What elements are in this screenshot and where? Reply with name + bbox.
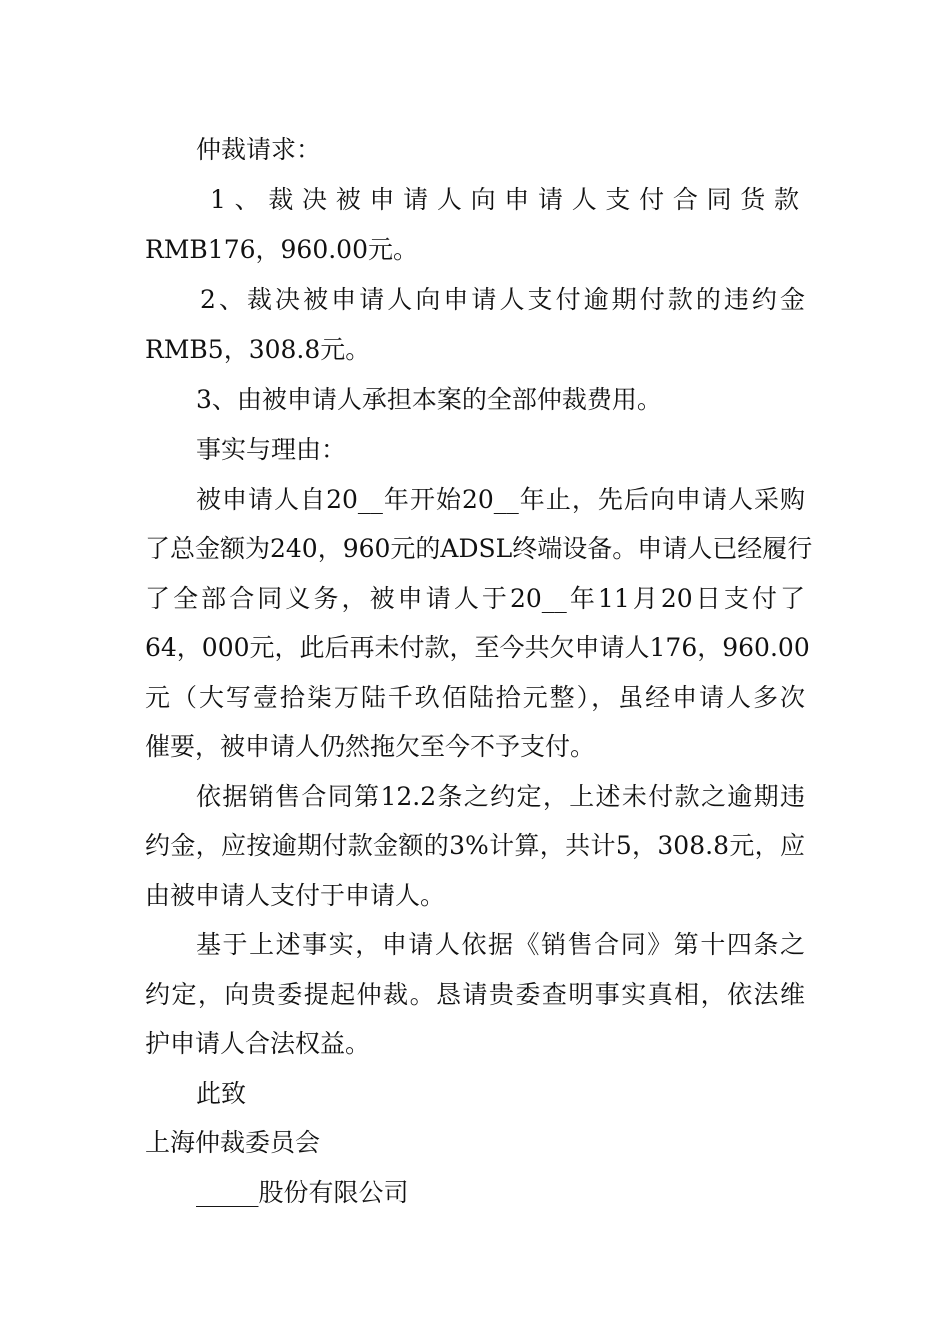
facts-para-1-line-5: 元（大写壹拾柒万陆千玖佰陆拾元整），虽经申请人多次	[145, 683, 805, 712]
facts-para-2-line-3: 由被申请人支付于申请人。	[145, 881, 446, 910]
closing-salutation: 此致	[196, 1079, 247, 1108]
facts-para-2-line-1: 依据销售合同第12.2条之约定，上述未付款之逾期违	[196, 782, 805, 811]
claim-2-line-2: RMB5，308.8元。	[145, 335, 371, 364]
facts-para-3-line-1: 基于上述事实，申请人依据《销售合同》第十四条之	[196, 930, 805, 959]
claim-1-line-1: 1、裁决被申请人向申请人支付合同货款	[210, 185, 805, 214]
facts-para-3-line-3: 护申请人合法权益。	[145, 1029, 371, 1058]
facts-para-1-line-6: 催要，被申请人仍然拖欠至今不予支付。	[145, 732, 596, 761]
claim-1-line-2: RMB176，960.00元。	[145, 235, 418, 264]
facts-para-2-line-2: 约金，应按逾期付款金额的3%计算，共计5，308.8元，应	[145, 831, 805, 860]
facts-para-1-line-4: 64，000元，此后再未付款，至今共欠申请人176，960.00	[145, 633, 810, 662]
facts-para-1-line-2: 了总金额为240，960元的ADSL终端设备。申请人已经履行	[145, 534, 813, 563]
recipient: 上海仲裁委员会	[145, 1128, 321, 1157]
facts-para-1-line-1: 被申请人自20__年开始20__年止，先后向申请人采购	[196, 485, 805, 514]
facts-para-3-line-2: 约定，向贵委提起仲裁。恳请贵委查明事实真相，依法维	[145, 980, 805, 1009]
facts-para-1-line-3: 了全部合同义务，被申请人于20__年11月20日支付了	[145, 584, 805, 613]
claims-heading: 仲裁请求：	[196, 135, 322, 164]
claim-3: 3、由被申请人承担本案的全部仲裁费用。	[196, 385, 662, 414]
signature-company: _____股份有限公司	[196, 1178, 409, 1207]
facts-heading: 事实与理由：	[196, 435, 347, 464]
claim-2-line-1: 2、裁决被申请人向申请人支付逾期付款的违约金	[200, 285, 805, 314]
